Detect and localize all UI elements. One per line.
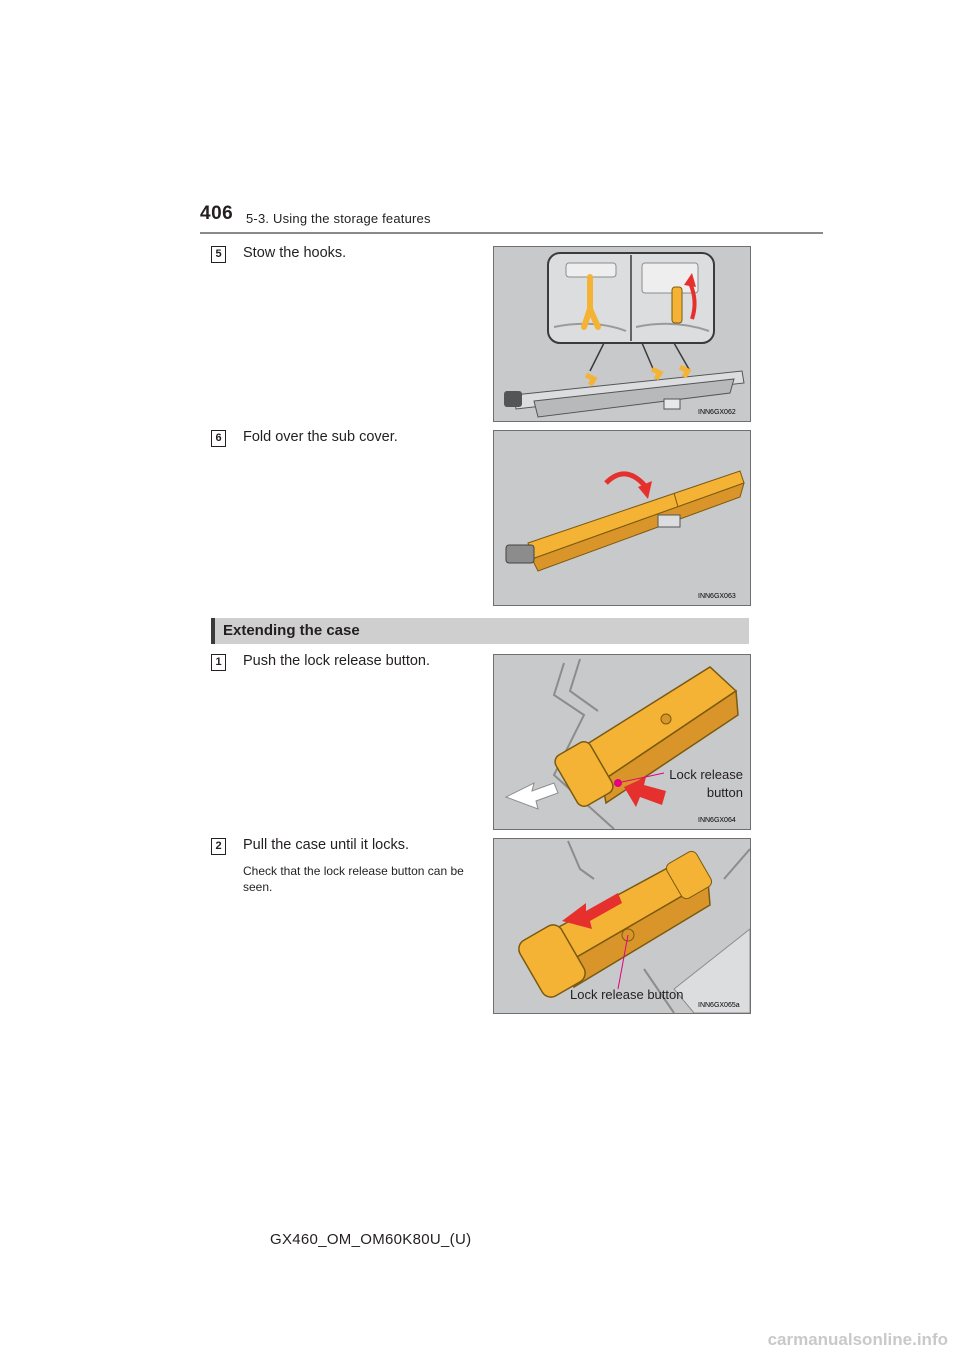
callout-lock-release-button-1 [650, 766, 743, 802]
step-number-6: 6 [211, 430, 226, 447]
watermark: carmanualsonline.info [767, 1330, 948, 1349]
section-heading-bar [211, 618, 749, 644]
manual-code: GX460_OM_OM60K80U_(U) [270, 1231, 472, 1248]
step-2-text: Pull the case until it locks. [243, 837, 410, 853]
header-rule [200, 232, 823, 234]
step-1-text: Push the lock release button. [243, 653, 431, 669]
section-heading: Extending the case [223, 622, 360, 639]
step-number-5: 5 [211, 246, 226, 263]
figure-code-064: INN6GX064 [698, 817, 736, 824]
step-number-1: 1 [211, 654, 226, 671]
section-title: 5-3. Using the storage features [246, 211, 431, 226]
step-6-text: Fold over the sub cover. [243, 429, 398, 445]
figure-push-lock-release [493, 654, 751, 830]
figure-stow-hooks [493, 246, 751, 422]
step-5-text: Stow the hooks. [243, 245, 347, 261]
callout-line-1: Lock release [669, 767, 743, 782]
figure-code-062: INN6GX062 [698, 409, 736, 416]
figure-code-063: INN6GX063 [698, 593, 736, 600]
page-number: 406 [200, 203, 234, 224]
step-number-2: 2 [211, 838, 226, 855]
figure-code-065a: INN6GX065a [698, 1002, 740, 1009]
step-2-note: Check that the lock release button can be seen. [243, 864, 464, 894]
figure-fold-sub-cover [493, 430, 751, 606]
callout-lock-release-button-2: Lock release button [570, 987, 684, 1002]
callout-line-2: button [706, 785, 743, 800]
